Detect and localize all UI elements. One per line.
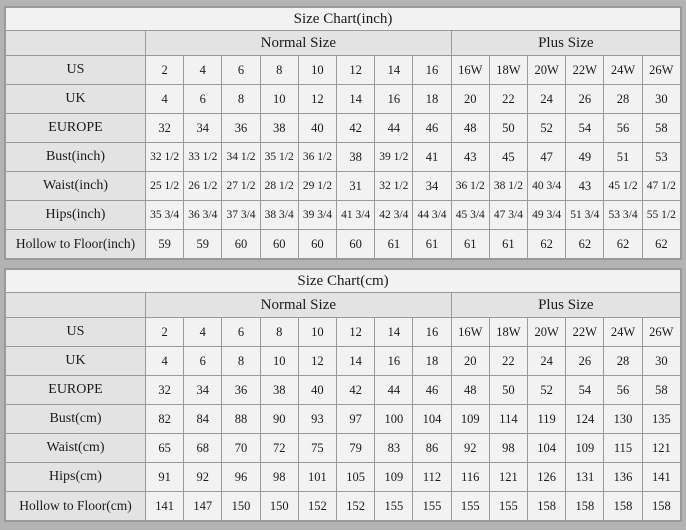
table-cell: 97	[337, 405, 375, 434]
row-label: UK	[6, 85, 146, 114]
table-cell: 16	[413, 318, 451, 347]
table-cell: 26 1/2	[184, 172, 222, 201]
table-cell: 48	[451, 376, 489, 405]
table-cell: 20W	[528, 56, 566, 85]
table-cell: 33 1/2	[184, 143, 222, 172]
table-cell: 34	[184, 114, 222, 143]
charts-container	[4, 6, 682, 522]
table-cell: 30	[642, 347, 680, 376]
table-cell: 61	[451, 230, 489, 259]
size-chart-block	[4, 6, 682, 260]
table-cell: 16	[375, 347, 413, 376]
table-cell: 98	[489, 434, 527, 463]
table-cell: 6	[222, 318, 260, 347]
table-row	[6, 434, 681, 463]
table-cell: 24	[528, 85, 566, 114]
table-cell: 62	[528, 230, 566, 259]
table-cell: 45 1/2	[604, 172, 642, 201]
chart-title-row	[6, 8, 681, 31]
table-cell: 12	[337, 56, 375, 85]
group-header-row	[6, 293, 681, 318]
table-cell: 58	[642, 114, 680, 143]
table-cell: 124	[566, 405, 604, 434]
table-cell: 55 1/2	[642, 201, 680, 230]
table-cell: 18W	[489, 318, 527, 347]
table-row	[6, 114, 681, 143]
table-row	[6, 172, 681, 201]
table-cell: 10	[260, 347, 298, 376]
table-cell: 47	[528, 143, 566, 172]
row-label: Hollow to Floor(cm)	[6, 492, 146, 521]
group-corner-cell	[6, 293, 146, 318]
table-cell: 22	[489, 85, 527, 114]
table-cell: 152	[298, 492, 336, 521]
table-cell: 14	[337, 347, 375, 376]
table-cell: 4	[184, 318, 222, 347]
table-cell: 60	[298, 230, 336, 259]
table-cell: 155	[489, 492, 527, 521]
table-cell: 16W	[451, 318, 489, 347]
table-cell: 35 3/4	[146, 201, 184, 230]
group-header: Normal Size	[146, 293, 452, 318]
table-cell: 28	[604, 347, 642, 376]
table-cell: 36 1/2	[298, 143, 336, 172]
table-cell: 54	[566, 376, 604, 405]
row-label: Bust(inch)	[6, 143, 146, 172]
table-row	[6, 230, 681, 259]
table-cell: 36	[222, 376, 260, 405]
table-cell: 36	[222, 114, 260, 143]
table-cell: 6	[222, 56, 260, 85]
table-cell: 152	[337, 492, 375, 521]
table-cell: 20	[451, 85, 489, 114]
table-cell: 10	[298, 318, 336, 347]
table-cell: 115	[604, 434, 642, 463]
table-cell: 18	[413, 347, 451, 376]
table-row	[6, 85, 681, 114]
table-row	[6, 201, 681, 230]
table-row	[6, 405, 681, 434]
row-label: US	[6, 56, 146, 85]
table-cell: 46	[413, 114, 451, 143]
table-cell: 43	[566, 172, 604, 201]
table-cell: 147	[184, 492, 222, 521]
table-cell: 88	[222, 405, 260, 434]
table-cell: 119	[528, 405, 566, 434]
table-cell: 50	[489, 376, 527, 405]
table-cell: 50	[489, 114, 527, 143]
table-cell: 62	[642, 230, 680, 259]
table-cell: 8	[260, 318, 298, 347]
table-cell: 61	[375, 230, 413, 259]
group-header-row	[6, 31, 681, 56]
table-cell: 141	[642, 463, 680, 492]
size-chart-table	[5, 269, 681, 521]
table-cell: 54	[566, 114, 604, 143]
table-cell: 38	[260, 114, 298, 143]
table-cell: 14	[375, 56, 413, 85]
table-row	[6, 318, 681, 347]
table-row	[6, 376, 681, 405]
table-cell: 24W	[604, 56, 642, 85]
row-label: UK	[6, 347, 146, 376]
table-cell: 41	[413, 143, 451, 172]
table-cell: 37 3/4	[222, 201, 260, 230]
table-cell: 38	[337, 143, 375, 172]
table-cell: 141	[146, 492, 184, 521]
table-cell: 36 3/4	[184, 201, 222, 230]
table-cell: 8	[222, 347, 260, 376]
table-cell: 59	[184, 230, 222, 259]
table-row	[6, 56, 681, 85]
table-cell: 14	[375, 318, 413, 347]
table-cell: 79	[337, 434, 375, 463]
table-cell: 100	[375, 405, 413, 434]
table-cell: 18W	[489, 56, 527, 85]
table-cell: 92	[184, 463, 222, 492]
table-cell: 40	[298, 376, 336, 405]
table-cell: 52	[528, 376, 566, 405]
table-cell: 155	[451, 492, 489, 521]
table-cell: 28 1/2	[260, 172, 298, 201]
table-cell: 8	[260, 56, 298, 85]
table-cell: 45	[489, 143, 527, 172]
table-cell: 112	[413, 463, 451, 492]
table-cell: 114	[489, 405, 527, 434]
table-cell: 48	[451, 114, 489, 143]
table-cell: 32 1/2	[146, 143, 184, 172]
table-cell: 126	[528, 463, 566, 492]
table-cell: 27 1/2	[222, 172, 260, 201]
table-cell: 12	[298, 85, 336, 114]
table-cell: 158	[604, 492, 642, 521]
table-cell: 60	[260, 230, 298, 259]
table-cell: 131	[566, 463, 604, 492]
table-cell: 109	[375, 463, 413, 492]
table-cell: 70	[222, 434, 260, 463]
table-cell: 46	[413, 376, 451, 405]
table-cell: 150	[260, 492, 298, 521]
table-cell: 42 3/4	[375, 201, 413, 230]
table-cell: 42	[337, 114, 375, 143]
group-header: Plus Size	[451, 293, 680, 318]
table-cell: 6	[184, 347, 222, 376]
table-cell: 22W	[566, 56, 604, 85]
table-cell: 53 3/4	[604, 201, 642, 230]
table-row	[6, 463, 681, 492]
table-cell: 51 3/4	[566, 201, 604, 230]
size-chart-table	[5, 7, 681, 259]
table-cell: 84	[184, 405, 222, 434]
table-cell: 155	[413, 492, 451, 521]
table-cell: 20	[451, 347, 489, 376]
table-cell: 155	[375, 492, 413, 521]
row-label: EUROPE	[6, 114, 146, 143]
row-label: Waist(cm)	[6, 434, 146, 463]
table-cell: 30	[642, 85, 680, 114]
group-header: Normal Size	[146, 31, 452, 56]
table-cell: 26W	[642, 56, 680, 85]
table-cell: 16W	[451, 56, 489, 85]
table-cell: 60	[222, 230, 260, 259]
table-cell: 40	[298, 114, 336, 143]
table-cell: 34	[413, 172, 451, 201]
table-cell: 32	[146, 376, 184, 405]
table-cell: 47 1/2	[642, 172, 680, 201]
table-cell: 158	[642, 492, 680, 521]
table-cell: 29 1/2	[298, 172, 336, 201]
table-cell: 16	[375, 85, 413, 114]
table-cell: 41 3/4	[337, 201, 375, 230]
table-cell: 44	[375, 376, 413, 405]
table-cell: 52	[528, 114, 566, 143]
table-cell: 44 3/4	[413, 201, 451, 230]
table-cell: 12	[298, 347, 336, 376]
table-cell: 58	[642, 376, 680, 405]
table-cell: 16	[413, 56, 451, 85]
row-label: Hollow to Floor(inch)	[6, 230, 146, 259]
table-cell: 24	[528, 347, 566, 376]
table-cell: 121	[489, 463, 527, 492]
table-cell: 56	[604, 114, 642, 143]
group-header: Plus Size	[451, 31, 680, 56]
table-row	[6, 492, 681, 521]
table-cell: 25 1/2	[146, 172, 184, 201]
size-chart-block	[4, 268, 682, 522]
table-cell: 93	[298, 405, 336, 434]
table-cell: 61	[489, 230, 527, 259]
table-cell: 62	[604, 230, 642, 259]
table-cell: 104	[528, 434, 566, 463]
table-cell: 35 1/2	[260, 143, 298, 172]
row-label: EUROPE	[6, 376, 146, 405]
table-cell: 49 3/4	[528, 201, 566, 230]
table-cell: 10	[260, 85, 298, 114]
table-cell: 36 1/2	[451, 172, 489, 201]
table-cell: 2	[146, 56, 184, 85]
table-cell: 8	[222, 85, 260, 114]
table-cell: 2	[146, 318, 184, 347]
table-cell: 98	[260, 463, 298, 492]
table-cell: 39 1/2	[375, 143, 413, 172]
table-cell: 38 1/2	[489, 172, 527, 201]
table-row	[6, 347, 681, 376]
table-cell: 56	[604, 376, 642, 405]
table-cell: 91	[146, 463, 184, 492]
table-cell: 105	[337, 463, 375, 492]
table-cell: 68	[184, 434, 222, 463]
table-cell: 90	[260, 405, 298, 434]
table-cell: 83	[375, 434, 413, 463]
table-cell: 32	[146, 114, 184, 143]
table-cell: 26	[566, 347, 604, 376]
table-cell: 158	[566, 492, 604, 521]
table-cell: 38 3/4	[260, 201, 298, 230]
table-cell: 136	[604, 463, 642, 492]
table-cell: 26W	[642, 318, 680, 347]
table-cell: 51	[604, 143, 642, 172]
table-cell: 4	[146, 347, 184, 376]
table-cell: 158	[528, 492, 566, 521]
table-cell: 92	[451, 434, 489, 463]
table-cell: 61	[413, 230, 451, 259]
row-label: US	[6, 318, 146, 347]
table-cell: 62	[566, 230, 604, 259]
row-label: Waist(inch)	[6, 172, 146, 201]
table-cell: 109	[451, 405, 489, 434]
table-cell: 22	[489, 347, 527, 376]
table-cell: 26	[566, 85, 604, 114]
table-cell: 72	[260, 434, 298, 463]
table-row	[6, 143, 681, 172]
table-cell: 12	[337, 318, 375, 347]
table-cell: 45 3/4	[451, 201, 489, 230]
table-cell: 96	[222, 463, 260, 492]
table-cell: 39 3/4	[298, 201, 336, 230]
table-cell: 31	[337, 172, 375, 201]
table-cell: 43	[451, 143, 489, 172]
row-label: Bust(cm)	[6, 405, 146, 434]
chart-title: Size Chart(inch)	[6, 8, 681, 31]
group-corner-cell	[6, 31, 146, 56]
chart-title: Size Chart(cm)	[6, 270, 681, 293]
table-cell: 6	[184, 85, 222, 114]
table-cell: 20W	[528, 318, 566, 347]
table-cell: 121	[642, 434, 680, 463]
table-cell: 34 1/2	[222, 143, 260, 172]
table-cell: 10	[298, 56, 336, 85]
table-cell: 4	[146, 85, 184, 114]
table-cell: 101	[298, 463, 336, 492]
table-cell: 42	[337, 376, 375, 405]
table-cell: 47 3/4	[489, 201, 527, 230]
table-cell: 86	[413, 434, 451, 463]
table-cell: 22W	[566, 318, 604, 347]
chart-title-row	[6, 270, 681, 293]
row-label: Hips(cm)	[6, 463, 146, 492]
table-cell: 60	[337, 230, 375, 259]
table-cell: 49	[566, 143, 604, 172]
table-cell: 34	[184, 376, 222, 405]
table-cell: 38	[260, 376, 298, 405]
table-cell: 104	[413, 405, 451, 434]
table-cell: 14	[337, 85, 375, 114]
row-label: Hips(inch)	[6, 201, 146, 230]
table-cell: 4	[184, 56, 222, 85]
table-cell: 32 1/2	[375, 172, 413, 201]
table-cell: 28	[604, 85, 642, 114]
table-cell: 75	[298, 434, 336, 463]
table-cell: 44	[375, 114, 413, 143]
table-cell: 18	[413, 85, 451, 114]
table-cell: 40 3/4	[528, 172, 566, 201]
table-cell: 135	[642, 405, 680, 434]
table-cell: 82	[146, 405, 184, 434]
table-cell: 116	[451, 463, 489, 492]
table-cell: 53	[642, 143, 680, 172]
table-cell: 24W	[604, 318, 642, 347]
table-cell: 109	[566, 434, 604, 463]
table-cell: 130	[604, 405, 642, 434]
table-cell: 65	[146, 434, 184, 463]
table-cell: 150	[222, 492, 260, 521]
table-cell: 59	[146, 230, 184, 259]
